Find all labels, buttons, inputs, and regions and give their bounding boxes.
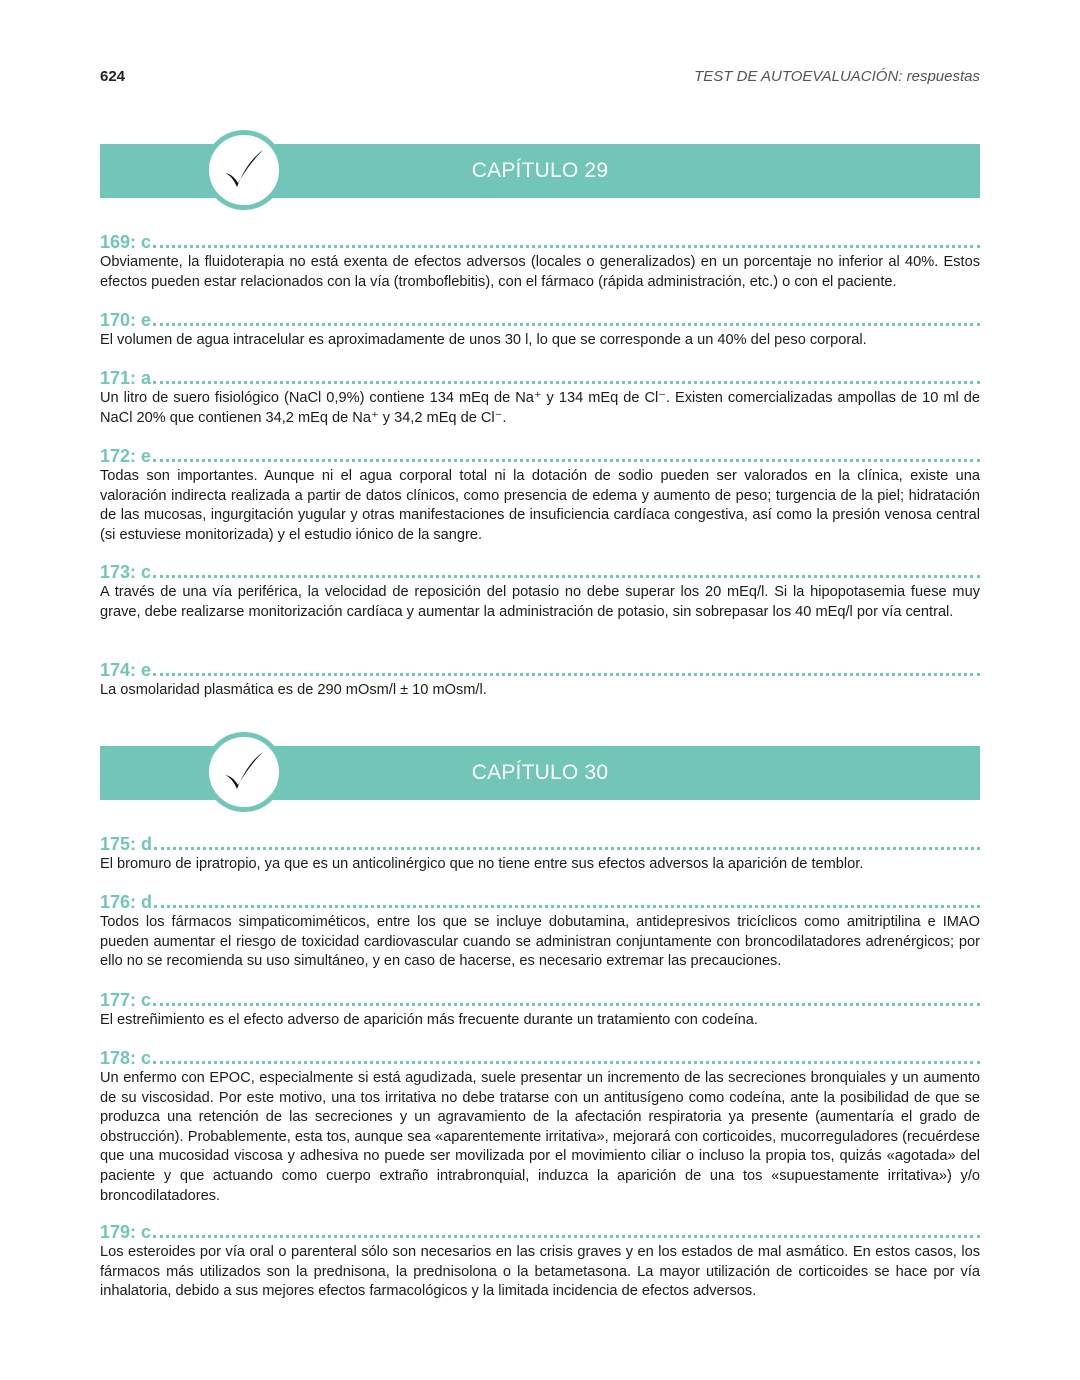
dotted-leader — [153, 1235, 980, 1238]
answer-173 — [100, 562, 980, 622]
answer-text: Los esteroides por vía oral o parenteral sólo son necesarios en las crisis graves y en los estados de mal asmático. En estos casos, los fármacos más utilizados son la prednisona, la prednisolona o la betametasona. La mayor utilización de corticoides se hace por vía inhalatoria, debido a sus mejores efectos farmacológicos y la limitada incidencia de efectos adversos. — [100, 1244, 980, 1300]
answer-label: 173: c — [100, 562, 152, 582]
answer-172 — [100, 446, 980, 545]
answer-label: 177: c — [100, 990, 152, 1010]
answer-176 — [100, 892, 980, 972]
chapter-29-banner — [100, 144, 980, 198]
answer-text: Obviamente, la fluidoterapia no está exenta de efectos adversos (locales o generalizados) en un porcentaje no inferior al 40%. Estos efectos pueden estar relacionados con la vía (tromboflebitis), con el fármaco (rápida administración, etc.) o con el paciente. — [100, 254, 980, 290]
answer-label: 171: a — [100, 368, 152, 388]
answer-170 — [100, 310, 980, 351]
dotted-leader — [154, 905, 980, 908]
chapter-title: CAPÍTULO 29 — [471, 159, 609, 182]
answer-169 — [100, 232, 980, 292]
dotted-leader — [154, 847, 980, 850]
dotted-leader — [153, 575, 980, 578]
answer-171 — [100, 368, 980, 428]
answer-label: 172: e — [100, 446, 152, 466]
chapter-30-banner — [100, 746, 980, 800]
answer-text: El estreñimiento es el efecto adverso de aparición más frecuente durante un tratamiento con codeína. — [100, 1012, 758, 1028]
dotted-leader — [153, 459, 980, 462]
answer-label: 174: e — [100, 660, 152, 680]
answer-179 — [100, 1222, 980, 1302]
dotted-leader — [153, 381, 980, 384]
answer-178 — [100, 1048, 980, 1206]
answer-174 — [100, 660, 980, 701]
answer-label: 175: d — [100, 834, 153, 854]
answer-label: 179: c — [100, 1222, 152, 1242]
answer-text: Todos los fármacos simpaticomiméticos, entre los que se incluye dobutamina, antidepresivos tricíclicos como amitriptilina e IMAO pueden aumentar el riesgo de toxicidad cardiovascular cuando se administran conjuntamente con broncodilatadores adrenérgicos; por ello no se recomienda su uso simultáneo, y en caso de hacerse, es necesario extremar las precauciones. — [100, 914, 980, 970]
answer-175 — [100, 834, 980, 875]
answer-label: 178: c — [100, 1048, 152, 1068]
chapter-title: CAPÍTULO 30 — [471, 761, 609, 784]
answer-text: A través de una vía periférica, la velocidad de reposición del potasio no debe superar los 20 mEq/l. Si la hipopotasemia fuese muy grave, debe realizarse monitorización cardíaca y aumentar la administración de potasio, sin sobrepasar los 40 mEq/l por vía central. — [100, 584, 980, 620]
answer-label: 176: d — [100, 892, 153, 912]
answer-text: Un enfermo con EPOC, especialmente si está agudizada, suele presentar un incremento de las secreciones bronquiales y un aumento de su viscosidad. Por este motivo, una tos irritativa no debe tratarse con un antitusígeno como codeína, ante la posibilidad de que se produzca una retención de las secreciones y un agravamiento de la afectación respiratoria ya presente (aumentaría el grado de obstrucción). Probablemente, esta tos, aunque sea «aparentemente irritativa», mejorará con corticoides, mucorreguladores (recuérdese que una mucosidad viscosa y adhesiva no puede ser movilizada por el movimiento ciliar o incluso la propia tos, quizás «agotada» del paciente y que actuando como cuerpo extraño intrabronquial, induzca la aparición de una tos «supuestamente irritativa») y/o broncodilatadores. — [100, 1070, 980, 1204]
dotted-leader — [153, 1003, 980, 1006]
answer-text: Todas son importantes. Aunque ni el agua corporal total ni la dotación de sodio pueden ser valorados en la clínica, existe una valoración indirecta realizada a partir de datos clínicos, como presencia de edema y aumento de peso; turgencia de la piel; hidratación de las mucosas, ingurgitación yugular y otras manifestaciones de insuficiencia cardíaca congestiva, así como la presión venosa central (si estuviese monitorizada) y el estudio iónico de la sangre. — [100, 468, 980, 543]
dotted-leader — [153, 1061, 980, 1064]
answer-177 — [100, 990, 980, 1031]
answer-label: 170: e — [100, 310, 152, 330]
running-head-lead: TEST DE AUTOEVALUACIÓN: — [694, 68, 903, 85]
answer-text: Un litro de suero fisiológico (NaCl 0,9%) contiene 134 mEq de Na⁺ y 134 mEq de Cl⁻. Existen comercializadas ampollas de 10 ml de NaCl 20% que contienen 34,2 mEq de Na⁺ y 34,2 mEq de Cl⁻. — [100, 390, 980, 426]
running-head-rest: respuestas — [902, 68, 980, 85]
dotted-leader — [153, 245, 980, 248]
answer-text: La osmolaridad plasmática es de 290 mOsm/l ± 10 mOsm/l. — [100, 682, 487, 698]
answer-text: El volumen de agua intracelular es aproximadamente de unos 30 l, lo que se corresponde a un 40% del peso corporal. — [100, 332, 867, 348]
dotted-leader — [153, 323, 980, 326]
answer-text: El bromuro de ipratropio, ya que es un anticolinérgico que no tiene entre sus efectos adversos la aparición de temblor. — [100, 856, 864, 872]
running-head — [694, 68, 980, 85]
answer-label: 169: c — [100, 232, 152, 252]
page-number: 624 — [100, 68, 126, 85]
dotted-leader — [153, 673, 980, 676]
